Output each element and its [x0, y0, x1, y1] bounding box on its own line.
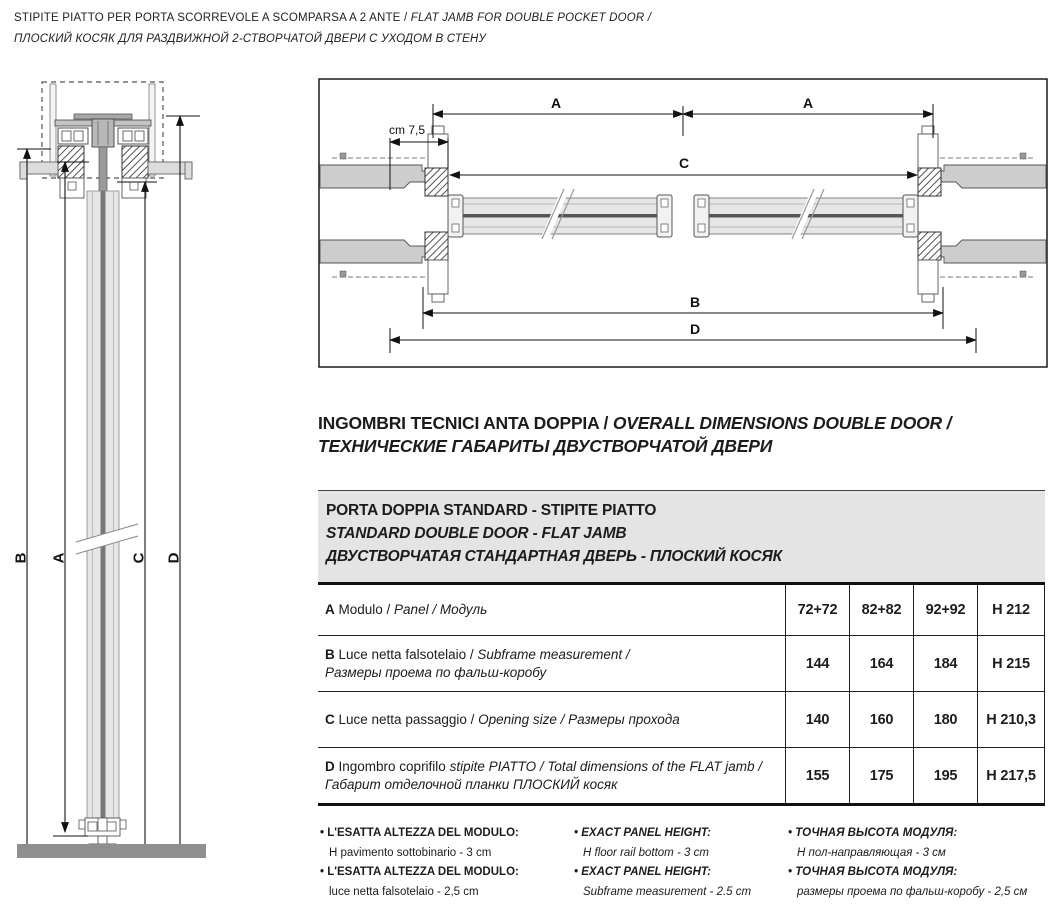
notes-english	[574, 822, 784, 904]
dim-label-a-left: A	[550, 95, 562, 111]
dim-label-a-right: A	[802, 95, 814, 111]
table-row-c: C Luce netta passaggio / Opening size / Размеры прохода 140 160 180 H 210,3	[318, 691, 1045, 747]
title-russian: ТЕХНИЧЕСКИЕ ГАБАРИТЫ ДВУСТВОРЧАТОЙ ДВЕРИ	[318, 436, 773, 456]
title-italian: INGOMBRI TECNICI ANTA DOPPIA /	[318, 413, 613, 433]
jamb-timber-top-left	[425, 168, 448, 196]
bullet-icon: •	[320, 866, 325, 878]
cell-value: 72+72	[785, 585, 849, 635]
row-key: D	[325, 758, 335, 774]
note-text: H pavimento sottobinario - 3 cm	[329, 847, 492, 859]
note-text: luce netta falsotelaio - 2,5 cm	[329, 886, 479, 898]
row-label-line2: Габарит отделочной планки ПЛОСКИЙ косяк	[325, 776, 618, 792]
dim-label-b: B	[689, 294, 701, 310]
cell-value: 92+92	[913, 585, 977, 635]
jamb-timber-right	[122, 146, 148, 178]
note-text: размеры проема по фальш-коробу - 2,5 см	[797, 886, 1028, 898]
cell-value: H 217,5	[977, 748, 1045, 803]
hanger-block	[92, 119, 114, 147]
header-line1-english: FLAT JAMB FOR DOUBLE POCKET DOOR /	[410, 12, 652, 24]
cell-value: 155	[785, 748, 849, 803]
hanger-bolt	[99, 147, 107, 191]
header-line1-italian: STIPITE PIATTO PER PORTA SCORREVOLE A SCOMPARSA A 2 ANTE /	[14, 12, 411, 24]
dim-label-d: D	[165, 552, 183, 564]
title-line-1	[318, 412, 951, 435]
bullet-icon: •	[788, 866, 793, 878]
bullet-icon: •	[574, 866, 579, 878]
cell-value: 180	[913, 692, 977, 747]
table-row-b: B Luce netta falsotelaio / Subframe measurement / Размеры проема по фальш-коробу 144 164 184 H 215	[318, 635, 1045, 691]
jamb-profile-bottom-right	[918, 260, 938, 294]
row-key: B	[325, 646, 335, 662]
cell-value: H 215	[977, 636, 1045, 691]
vertical-section-diagram	[8, 72, 220, 865]
cell-value: H 212	[977, 585, 1045, 635]
note-title: • L'ESATTA ALTEZZA DEL MODULO:	[320, 866, 519, 878]
jamb-timber-top-right	[918, 168, 941, 196]
jamb-profile-top-left	[428, 134, 448, 168]
dim-label-a: A	[50, 552, 68, 564]
row-key: A	[325, 602, 335, 617]
product-line-italian: PORTA DOPPIA STANDARD - STIPITE PIATTO	[326, 502, 657, 519]
floor-bar	[17, 844, 206, 858]
note-title: • EXACT PANEL HEIGHT:	[574, 827, 711, 839]
cell-value: 144	[785, 636, 849, 691]
row-key: C	[325, 711, 335, 727]
horizontal-plan-diagram	[318, 78, 1048, 368]
cell-value: H 210,3	[977, 692, 1045, 747]
dim-label-b: B	[12, 552, 30, 564]
header-line-1	[14, 8, 651, 29]
cell-value: 175	[849, 748, 913, 803]
cell-value: 82+82	[849, 585, 913, 635]
table-row-d: D Ingombro coprifilo stipite PIATTO / Total dimensions of the FLAT jamb / Габарит отделочной планки ПЛОСКИЙ косяк 155 175 195 H 217,5	[318, 747, 1045, 803]
note-title: • EXACT PANEL HEIGHT:	[574, 866, 711, 878]
product-header-box	[318, 490, 1045, 585]
jamb-profile-bottom-left	[428, 260, 448, 294]
note-title: • ТОЧНАЯ ВЫСОТА МОДУЛЯ:	[788, 827, 958, 839]
bullet-icon: •	[320, 827, 325, 839]
dim-label-c: C	[130, 552, 148, 564]
header-line-2: ПЛОСКИЙ КОСЯК ДЛЯ РАЗДВИЖНОЙ 2-СТВОРЧАТОЙ ДВЕРИ С УХОДОМ В СТЕНУ	[14, 33, 487, 45]
cell-value: 160	[849, 692, 913, 747]
row-label-line2: Размеры проема по фальш-коробу	[325, 664, 547, 680]
panel-core-left	[462, 214, 658, 218]
note-text: Н пол-направляющая - 3 см	[797, 847, 946, 859]
jamb-width-label: cm 7,5	[389, 123, 426, 137]
bullet-icon: •	[788, 827, 793, 839]
notes-italian	[320, 822, 555, 904]
jamb-profile-top-right	[918, 134, 938, 168]
jamb-timber-bottom-left	[425, 232, 448, 260]
note-text: H floor rail bottom - 3 cm	[583, 847, 709, 859]
jamb-timber-bottom-right	[918, 232, 941, 260]
notes-russian	[788, 822, 1048, 904]
dim-label-c: C	[678, 155, 690, 171]
cell-value: 164	[849, 636, 913, 691]
note-title: • ТОЧНАЯ ВЫСОТА МОДУЛЯ:	[788, 866, 958, 878]
table-row-a: A Modulo / Panel / Модуль 72+72 82+82 92+92 H 212	[318, 585, 1045, 635]
product-line-russian: ДВУСТВОРЧАТАЯ СТАНДАРТНАЯ ДВЕРЬ - ПЛОСКИЙ КОСЯК	[326, 548, 782, 565]
title-english: OVERALL DIMENSIONS DOUBLE DOOR /	[612, 413, 952, 433]
dim-label-d: D	[689, 321, 701, 337]
product-line-english: STANDARD DOUBLE DOOR - FLAT JAMB	[326, 525, 627, 542]
cell-value: 195	[913, 748, 977, 803]
page-header	[14, 8, 651, 50]
note-text: Subframe measurement - 2.5 cm	[583, 886, 752, 898]
bullet-icon: •	[574, 827, 579, 839]
note-title: • L'ESATTA ALTEZZA DEL MODULO:	[320, 827, 519, 839]
panel-core-line	[101, 191, 106, 818]
cell-value: 184	[913, 636, 977, 691]
cell-value: 140	[785, 692, 849, 747]
hanger-top-bar	[74, 114, 132, 119]
dimensions-table	[318, 585, 1045, 806]
section-title	[318, 412, 951, 458]
